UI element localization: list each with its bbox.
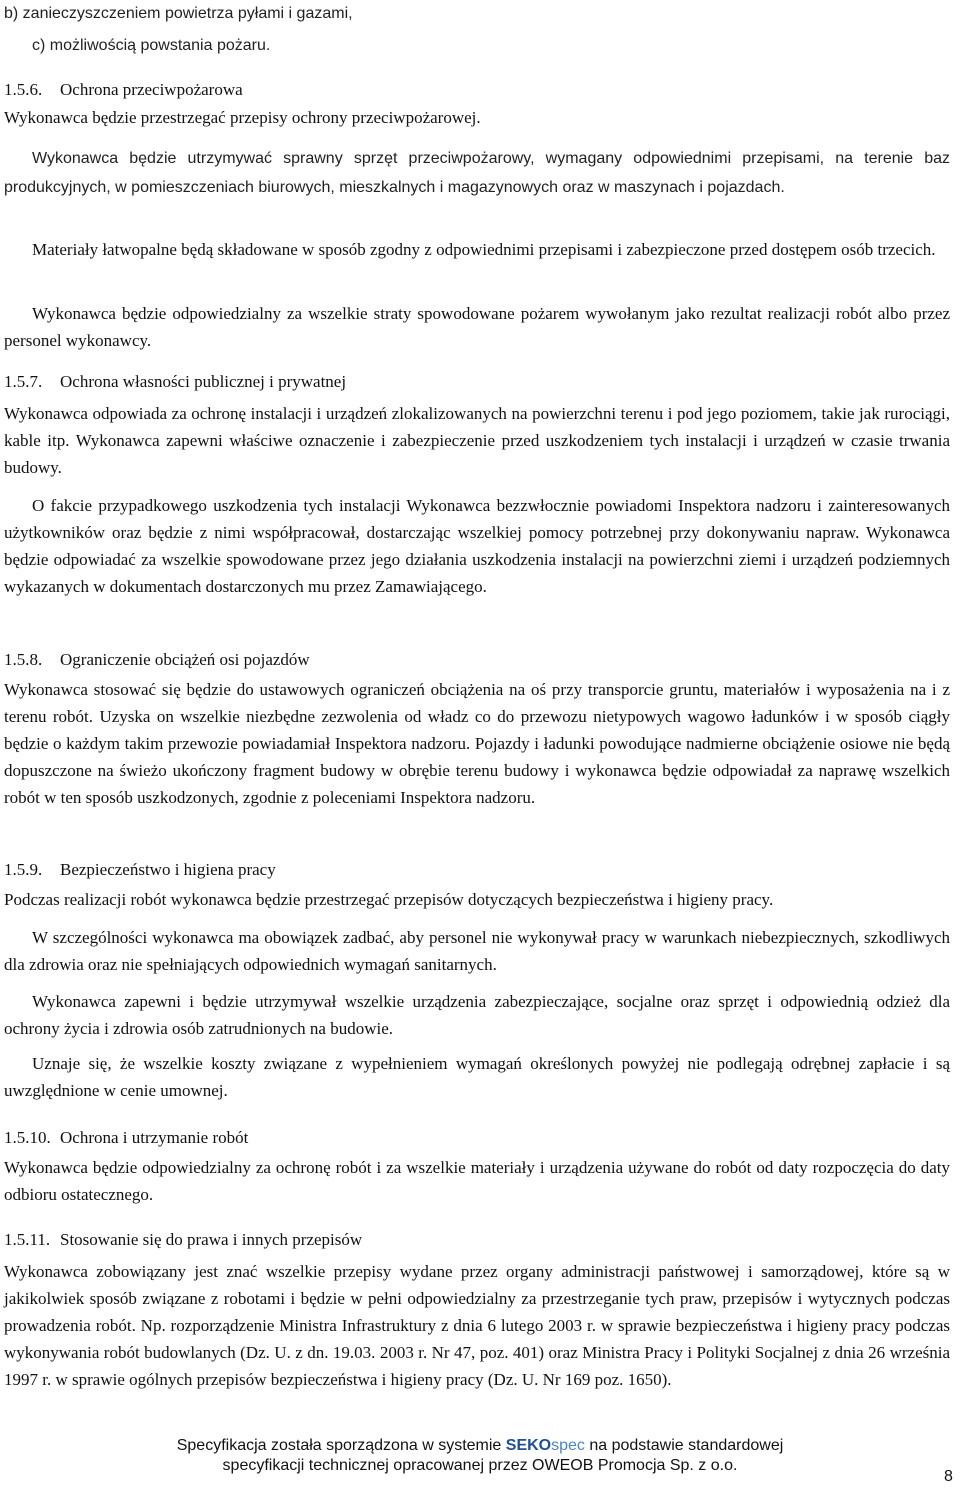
paragraph: Wykonawca będzie odpowiedzialny za ochronę robót i za wszelkie materiały i urządzenia używane do robót od daty rozpoczęcia do daty odbioru ostatecznego. <box>4 1158 950 1204</box>
logo-part-seko: SEKO <box>505 1437 552 1454</box>
section-heading-1-5-10 <box>4 1124 950 1151</box>
list-item-c: c) możliwością powstania pożaru. <box>32 37 271 54</box>
paragraph: W szczególności wykonawca ma obowiązek zadbać, aby personel nie wykonywał pracy w warunkach niebezpiecznych, szkodliwych dla zdrowia oraz nie spełniających odpowiednich wymagań sanitarnych. <box>4 928 950 974</box>
paragraph: Wykonawca odpowiada za ochronę instalacji i urządzeń zlokalizowanych na powierzchni terenu i pod jego poziomem, takie jak rurociągi, kable itp. Wykonawca zapewni właściwe oznaczenie i zabezpieczenie przed uszkodzeniem tych instalacji i urządzeń w czasie trwania budowy. <box>4 404 950 477</box>
footer-line-2: specyfikacji technicznej opracowanej przez OWEOB Promocja Sp. z o.o. <box>222 1457 738 1474</box>
paragraph: Materiały łatwopalne będą składowane w sposób zgodny z odpowiednimi przepisami i zabezpieczone przed dostępem osób trzecich. <box>32 240 936 259</box>
section-title: Ograniczenie obciążeń osi pojazdów <box>60 650 310 669</box>
footer-line-1 <box>0 1436 960 1456</box>
paragraph: Wykonawca stosować się będzie do ustawowych ograniczeń obciążenia na oś przy transporcie gruntu, materiałów i wyposażenia na i z terenu robót. Uzyska on wszelkie niezbędne zezwolenia od władz co do przewozu nietypowych wagowo ładunków i w sposób ciągły będzie o każdym takim przewozie powiadamiał Inspektora nadzoru. Pojazdy i ładunki powodujące nadmierne obciążenie osiowe nie będą dopuszczone na świeżo ukończony fragment budowy w obrębie terenu budowy i wykonawca będzie odpowiadał za naprawę wszelkich robót w ten sposób uszkodzonych, zgodnie z poleceniami Inspektora nadzoru. <box>4 680 950 807</box>
section-number: 1.5.6. <box>4 80 43 99</box>
section-title: Ochrona przeciwpożarowa <box>60 80 243 99</box>
section-number: 1.5.10. <box>4 1128 51 1147</box>
section-title: Stosowanie się do prawa i innych przepisów <box>60 1230 363 1249</box>
footer-text: Specyfikacja została sporządzona w systemie <box>176 1437 502 1454</box>
section-heading-1-5-9 <box>4 856 950 883</box>
section-number: 1.5.7. <box>4 372 43 391</box>
section-heading-1-5-11 <box>4 1226 950 1253</box>
section-number: 1.5.8. <box>4 650 43 669</box>
paragraph: Wykonawca zobowiązany jest znać wszelkie przepisy wydane przez organy administracji państwowej i samorządowej, które są w jakikolwiek sposób związane z robotami i będzie w pełni odpowiedzialny za przestrzeganie tych praw, przepisów i wytycznych podczas prowadzenia robót. Np. rozporządzenie Ministra Infrastruktury z dnia 6 lutego 2003 r. w sprawie bezpieczeństwa i higieny pracy podczas wykonywania robót budowlanych (Dz. U. z dn. 19.03. 2003 r. Nr 47, poz. 401) oraz Ministra Pracy i Polityki Socjalnej z dnia 26 września 1997 r. w sprawie ogólnych przepisów bezpieczeństwa i higieny pracy (Dz. U. Nr 169 poz. 1650). <box>4 1262 950 1389</box>
paragraph: Podczas realizacji robót wykonawca będzie przestrzegać przepisów dotyczących bezpieczeństwa i higieny pracy. <box>4 890 774 909</box>
paragraph: Wykonawca będzie utrzymywać sprawny sprzęt przeciwpożarowy, wymagany odpowiednimi przepisami, na terenie baz produkcyjnych, w pomieszczeniach biurowych, mieszkalnych i magazynowych oraz w maszynach i pojazdach. <box>4 150 950 196</box>
page-footer <box>0 1436 960 1476</box>
section-title: Bezpieczeństwo i higiena pracy <box>60 860 276 879</box>
list-item-b: b) zanieczyszczeniem powietrza pyłami i gazami, <box>4 5 353 22</box>
paragraph: Wykonawca zapewni i będzie utrzymywał wszelkie urządzenia zabezpieczające, socjalne oraz sprzęt i odpowiednią odzież dla ochrony życia i zdrowia osób zatrudnionych na budowie. <box>4 992 950 1038</box>
page-number: 8 <box>944 1468 953 1485</box>
section-title: Ochrona i utrzymanie robót <box>60 1128 249 1147</box>
section-heading-1-5-7 <box>4 368 950 395</box>
paragraph: Uznaje się, że wszelkie koszty związane z wypełnieniem wymagań określonych powyżej nie podlegają odrębnej zapłacie i są uwzględnione w cenie umownej. <box>4 1054 950 1100</box>
section-heading-1-5-8 <box>4 646 950 673</box>
section-number: 1.5.11. <box>4 1230 51 1249</box>
paragraph: Wykonawca będzie przestrzegać przepisy ochrony przeciwpożarowej. <box>4 108 481 127</box>
logo-part-spec: spec <box>551 1437 585 1454</box>
sekospec-logo <box>506 1437 585 1454</box>
section-heading-1-5-6 <box>4 76 950 103</box>
footer-text: na podstawie standardowej <box>589 1437 784 1454</box>
section-title: Ochrona własności publicznej i prywatnej <box>60 372 347 391</box>
section-number: 1.5.9. <box>4 860 43 879</box>
paragraph: Wykonawca będzie odpowiedzialny za wszelkie straty spowodowane pożarem wywołanym jako rezultat realizacji robót albo przez personel wykonawcy. <box>4 304 950 350</box>
paragraph: O fakcie przypadkowego uszkodzenia tych instalacji Wykonawca bezzwłocznie powiadomi Inspektora nadzoru i zainteresowanych użytkowników oraz będzie z nimi współpracował, dostarczając wszelkiej pomocy potrzebnej przy dokonywaniu napraw. Wykonawca będzie odpowiadać za wszelkie spowodowane przez jego działania uszkodzenia instalacji na powierzchni ziemi i urządzeń podziemnych wykazanych w dokumentach dostarczonych mu przez Zamawiającego. <box>4 496 950 596</box>
